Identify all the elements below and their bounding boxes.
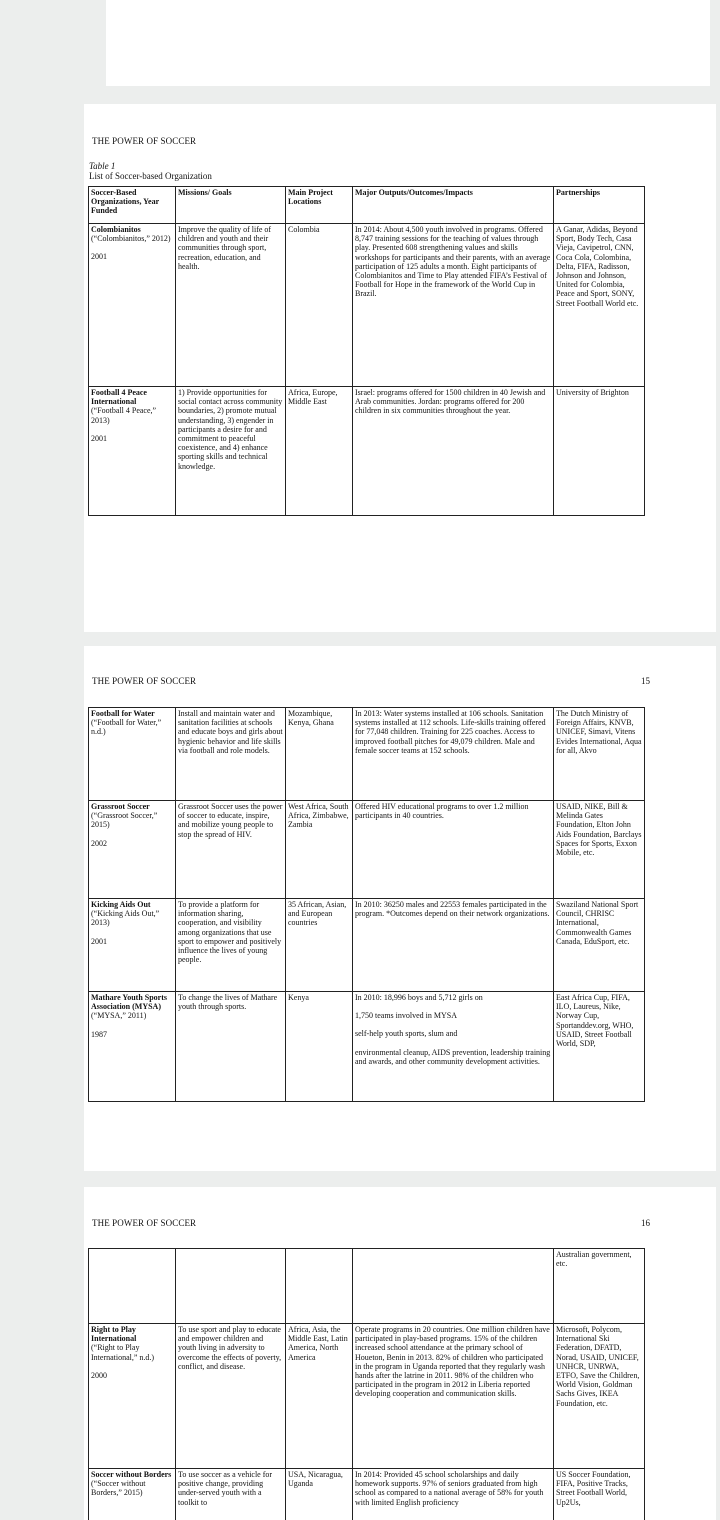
org-mission: Install and maintain water and sanitation facilities at schools and educate boys and girls about hygienic behavior and life skills via football and role models.	[176, 708, 286, 801]
org-outcomes-part: self-help youth sports, slum and	[355, 1029, 458, 1039]
org-mission: 1) Provide opportunities for social contact across community boundaries, 2) promote mutual understanding, 3) engender in participants a desire for and commitment to peaceful coexistence, and 4) enhance sporting skills and technical knowledge.	[176, 387, 286, 516]
table-header-row	[89, 187, 645, 224]
org-name: Mathare Youth Sports Association (MYSA)	[91, 993, 168, 1012]
org-partners: University of Brighton	[554, 387, 645, 516]
table-caption	[89, 161, 212, 181]
table-row	[89, 801, 645, 899]
org-locations: USA, Nicaragua, Uganda	[286, 1469, 353, 1520]
org-outcomes: In 2013: Water systems installed at 106 schools. Sanitation systems installed at 112 schools. Life-skills training offered for 77,048 children. Training for 225 coaches. Access to improved football pitches for 49,079 children. Male and female soccer teams at 152 schools.	[353, 708, 554, 801]
org-partners-continued: Australian government, etc.	[554, 1249, 645, 1324]
org-outcomes: Offered HIV educational programs to over 1.2 million participants in 40 countries.	[353, 801, 554, 899]
soccer-org-table-part2	[88, 707, 645, 1102]
soccer-org-table-part3	[88, 1248, 645, 1520]
running-head: THE POWER OF SOCCER	[92, 1218, 197, 1228]
page-previous	[106, 0, 710, 86]
org-name: Football for Water	[91, 709, 155, 718]
org-name: Colombianitos	[91, 225, 141, 234]
org-outcomes: In 2014: Provided 45 school scholarships and daily homework supports. 97% of seniors graduated from high school as compared to a national average of 58% for youth with limited English proficiency	[353, 1469, 554, 1520]
org-mission: Grassroot Soccer uses the power of soccer to educate, inspire, and mobilize young people to stop the spread of HIV.	[176, 801, 286, 899]
table-row	[89, 708, 645, 801]
org-partners: The Dutch Ministry of Foreign Affairs, KNVB, UNICEF, Simavi, Vitens Evides International, Aqua for all, Akvo	[554, 708, 645, 801]
org-year: 1987	[91, 1029, 107, 1039]
org-citation: (“Kicking Aids Out,” 2013)	[91, 909, 160, 928]
table-row	[89, 992, 645, 1102]
org-name: Soccer without Borders	[91, 1470, 172, 1479]
org-mission: To change the lives of Mathare youth through sports.	[176, 992, 286, 1102]
page-number: 16	[641, 1218, 650, 1228]
running-head: THE POWER OF SOCCER	[92, 676, 197, 686]
org-year: 2002	[91, 838, 107, 848]
org-mission: To use sport and play to educate and empower children and youth living in adversity to overcome the effects of poverty, conflict, and disease.	[176, 1324, 286, 1469]
org-year: 2001	[91, 433, 107, 443]
org-name: Kicking Aids Out	[91, 900, 151, 909]
page-15	[84, 646, 716, 1171]
org-citation: (“Right to Play International,” n.d.)	[91, 1343, 155, 1362]
table-row-continued	[89, 1249, 645, 1324]
org-locations: Africa, Asia, the Middle East, Latin America, North America	[286, 1324, 353, 1469]
org-mission: Improve the quality of life of children and youth and their communities through sport, recreation, education, and health.	[176, 224, 286, 387]
org-outcomes: Israel: programs offered for 1500 children in 40 Jewish and Arab communities. Jordan: programs offered for 200 children in six communities throughout the year.	[353, 387, 554, 516]
soccer-org-table-part1	[88, 186, 645, 516]
table-row	[89, 1324, 645, 1469]
header-mission: Missions/ Goals	[176, 187, 286, 224]
org-citation: (“Colombianitos,” 2012)	[91, 234, 171, 244]
org-outcomes-part: environmental cleanup, AIDS prevention, leadership training and awards, and other community development activities.	[355, 1047, 551, 1066]
table-row	[89, 899, 645, 992]
table-row	[89, 1469, 645, 1520]
org-outcomes-part: In 2010: 18,996 boys and 5,712 girls on	[355, 993, 483, 1002]
page-number: 15	[641, 676, 650, 686]
org-year: 2001	[91, 252, 107, 262]
org-locations: Kenya	[286, 992, 353, 1102]
org-locations: Mozambique, Kenya, Ghana	[286, 708, 353, 801]
org-locations: 35 African, Asian, and European countries	[286, 899, 353, 992]
header-outcomes: Major Outputs/Outcomes/Impacts	[353, 187, 554, 224]
table-title: List of Soccer-based Organization	[89, 171, 212, 181]
table-label: Table 1	[89, 161, 116, 171]
org-outcomes-part: 1,750 teams involved in MYSA	[355, 1011, 457, 1021]
org-partners: Microsoft, Polycom, International Ski Federation, DFATD, Norad, USAID, UNICEF, UNHCR, UNRWA, ETFO, Save the Children, World Vision, Goldman Sachs Gives, IKEA Foundation, etc.	[554, 1324, 645, 1469]
org-mission: To provide a platform for information sharing, cooperation, and visibility among organizations that use sport to empower and positively influence the lives of young people.	[176, 899, 286, 992]
org-outcomes: In 2014: About 4,500 youth involved in programs. Offered 8,747 training sessions for the teaching of values through play. Presented 608 strengthening values and skills workshops for participants and their parents, with an average participation of 125 adults a month. Eight participants of Colombianitos and Time to Play attended FIFA’s Festival of Football for Hope in the framework of the World Cup in Brazil.	[353, 224, 554, 387]
org-name: Grassroot Soccer	[91, 802, 150, 811]
org-year: 2001	[91, 936, 107, 946]
org-partners: A Ganar, Adidas, Beyond Sport, Body Tech, Casa Vieja, Cavipetrol, CNN, Coca Cola, Colombina, Delta, FIFA, Radisson, Johnson and Johnson, United for Colombia, Peace and Sport, SONY, Street Football World etc.	[554, 224, 645, 387]
org-partners: Swaziland National Sport Council, CHRISC International, Commonwealth Games Canada, EduSport, etc.	[554, 899, 645, 992]
org-citation: (“Football for Water,” n.d.)	[91, 718, 162, 737]
page-table-start	[84, 104, 716, 632]
org-citation: (“Football 4 Peace,” 2013)	[91, 406, 157, 425]
org-name: Right to Play International	[91, 1325, 137, 1344]
org-outcomes: Operate programs in 20 countries. One million children have participated in play-based programs. 15% of the children increased school attendance at the primary school of Houeton, Benin in 2013. 82% of children who participated in the program in Uganda reported that they regularly wash hands after the latrine in 2011. 98% of the children who participated in the program in 2012 in Liberia reported developing cooperation and communication skills.	[353, 1324, 554, 1469]
org-year: 2000	[91, 1370, 107, 1380]
org-locations: West Africa, South Africa, Zimbabwe, Zambia	[286, 801, 353, 899]
org-citation: (“MYSA,” 2011)	[91, 1011, 147, 1021]
header-org: Soccer-Based Organizations, Year Funded	[89, 187, 176, 224]
header-partners: Partnerships	[554, 187, 645, 224]
org-locations: Africa, Europe, Middle East	[286, 387, 353, 516]
org-partners: USAID, NIKE, Bill & Melinda Gates Foundation, Elton John Aids Foundation, Barclays Spaces for Sports, Exxon Mobile, etc.	[554, 801, 645, 899]
org-mission: To use soccer as a vehicle for positive change, providing under-served youth with a toolkit to	[176, 1469, 286, 1520]
org-partners: East Africa Cup, FIFA, ILO, Laureus, Nike, Norway Cup, Sportanddev.org, WHO, USAID, Street Football World, SDP,	[554, 992, 645, 1102]
org-citation: (“Grassroot Soccer,” 2015)	[91, 811, 158, 830]
org-outcomes: In 2010: 36250 males and 22553 females participated in the program. *Outcomes depend on their network organizations.	[353, 899, 554, 992]
table-row	[89, 387, 645, 516]
page-16	[84, 1187, 716, 1520]
org-name: Football 4 Peace International	[91, 388, 147, 407]
org-partners: US Soccer Foundation, FIFA, Positive Tracks, Street Football World, Up2Us,	[554, 1469, 645, 1520]
table-row	[89, 224, 645, 387]
header-location: Main Project Locations	[286, 187, 353, 224]
running-head: THE POWER OF SOCCER	[92, 136, 197, 146]
org-locations: Colombia	[286, 224, 353, 387]
org-citation: (“Soccer without Borders,” 2015)	[91, 1479, 146, 1498]
